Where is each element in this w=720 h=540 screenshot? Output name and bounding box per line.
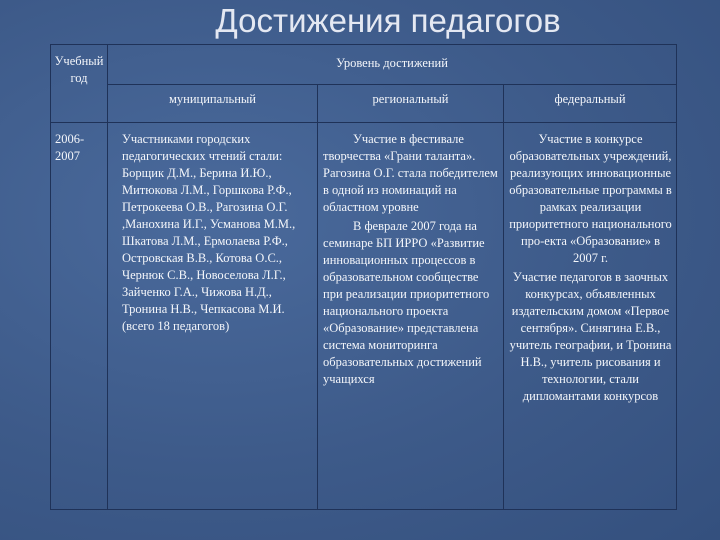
column-header-municipal: муниципальный xyxy=(108,85,318,123)
table-row xyxy=(51,123,677,510)
subheader-row xyxy=(51,85,677,123)
page-title: Достижения педагогов xyxy=(215,2,561,39)
achievements-table xyxy=(50,44,677,510)
year-header: Учебный год xyxy=(51,45,108,123)
column-header-regional: региональный xyxy=(318,85,504,123)
federal-cell xyxy=(504,123,677,510)
level-header: Уровень достижений xyxy=(108,45,677,85)
header-row xyxy=(51,45,677,85)
federal-paragraph: Участие в конкурсе образовательных учреждений, реализующих инновационные образовательные программы в рамках реализации приоритетного национального про-екта «Образование» в 2007 г. xyxy=(509,132,672,265)
year-cell: 2006-2007 xyxy=(51,123,108,510)
column-header-federal: федеральный xyxy=(504,85,677,123)
regional-cell xyxy=(318,123,504,510)
federal-paragraph: Участие педагогов в заочных конкурсах, объявленных издательским домом «Первое сентября». Синягина Е.В., учитель географии, и Тронина Н.В., учитель рисования и технологии, стали дипломантами конкурсов xyxy=(509,270,672,403)
municipal-cell xyxy=(108,123,318,510)
regional-paragraph: Участие в фестивале творчества «Грани таланта». Рагозина О.Г. стала победителем в одной из номинаций на областном уровне xyxy=(323,132,498,214)
regional-paragraph: В феврале 2007 года на семинаре БП ИРРО «Развитие инновационных процессов в образовательном сообществе при реализации приоритетного национального проекта «Образование» представлена система мониторинга образовательных достижений учащихся xyxy=(323,219,490,386)
municipal-text: Участниками городских педагогических чтений стали: Борщик Д.М., Берина И.Ю., Митюкова Л.М., Горшкова Р.Ф., Петрокеева О.В., Рагозина О.Г. ,Манохина И.Г., Усманова М.М., Шкатова Л.М., Ермолаева Р.Ф., Островская В.В., Котова О.С., Чернюк С.В., Новоселова Л.Г., Зайченко Г.А., Чижова Н.Д., Тронина Н.В., Чепкасова М.И. (всего 18 педагогов) xyxy=(122,132,296,333)
